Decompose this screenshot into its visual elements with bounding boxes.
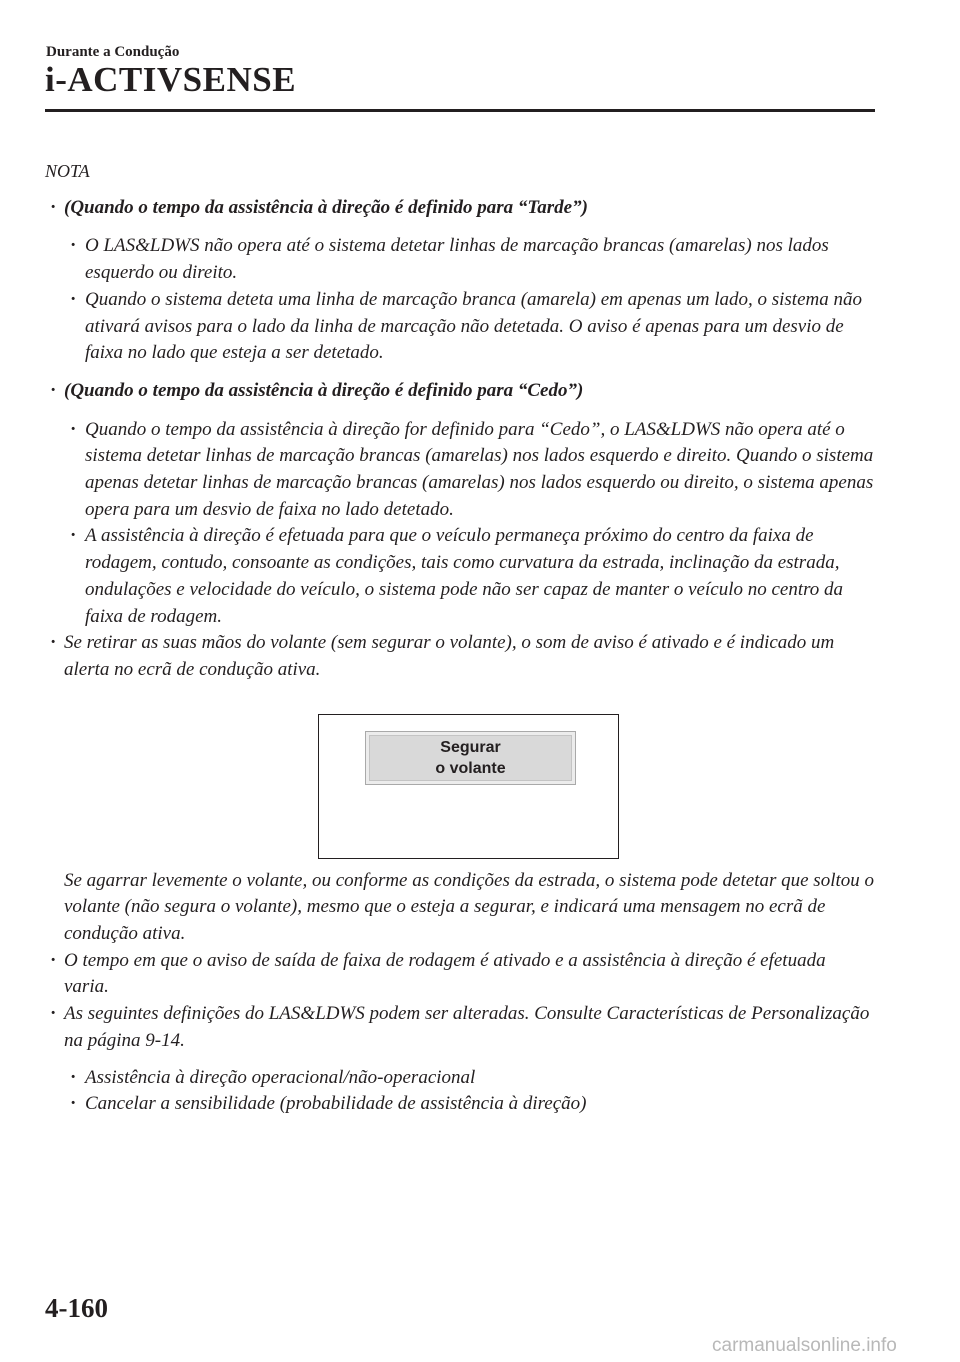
- section-label: Durante a Condução: [46, 44, 180, 60]
- page-number: 4-160: [45, 1293, 108, 1323]
- early-timing-header: · (Quando o tempo da assistência à direção é definido para “Cedo”): [45, 378, 875, 405]
- figure-container: [45, 684, 875, 868]
- settings-list: [45, 1065, 875, 1118]
- list-item: · O LAS&LDWS não opera até o sistema detetar linhas de marcação brancas (amarelas) nos lados esquerdo ou direito.: [45, 233, 875, 286]
- message-line-2: o volante: [435, 759, 506, 777]
- note-body: [45, 158, 875, 1118]
- settings-intro: · As seguintes definições do LAS&LDWS podem ser alteradas. Consulte Características de Personalização na página 9-14.: [45, 1001, 875, 1054]
- list-item: · Cancelar a sensibilidade (probabilidade de assistência à direção): [45, 1091, 875, 1118]
- message-line-1: Segurar: [440, 738, 501, 756]
- note-title: NOTA: [45, 161, 90, 181]
- chapter-title: i-ACTIVSENSE: [45, 60, 297, 99]
- hands-off-warning: · Se retirar as suas mãos do volante (sem segurar o volante), o som de aviso é ativado e é indicado um alerta no ecrã de condução ativa.: [45, 630, 875, 683]
- hands-off-followup: Se agarrar levemente o volante, ou conforme as condições da estrada, o sistema pode detetar que soltou o volante (não segura o volante), mesmo que o esteja a segurar, e indicará uma mensagem no ecrã de condução ativa.: [64, 869, 874, 945]
- hold-wheel-message: [366, 732, 575, 784]
- header-rule: [45, 109, 875, 112]
- list-item: · Quando o sistema deteta uma linha de marcação branca (amarela) em apenas um lado, o sistema não ativará avisos para o lado da linha de marcação não detetada. O aviso é apenas para um desvio de faixa no lado que esteja a ser detetado.: [45, 287, 875, 367]
- display-illustration: [318, 714, 619, 859]
- timing-varies: · O tempo em que o aviso de saída de faixa de rodagem é ativado e a assistência à direção é efetuada varia.: [45, 948, 875, 1001]
- list-item: · Quando o tempo da assistência à direção for definido para “Cedo”, o LAS&LDWS não opera até o sistema detetar linhas de marcação brancas (amarelas) nos lados esquerdo e direito. Quando o sistema apenas detetar linhas de marcação brancas (amarelas) nos lados esquerdo ou direito, o sistema apenas opera para um desvio de faixa no lado detetado.: [45, 417, 875, 524]
- late-timing-header: · (Quando o tempo da assistência à direção é definido para “Tarde”): [45, 195, 875, 222]
- list-item: · A assistência à direção é efetuada para que o veículo permaneça próximo do centro da faixa de rodagem, contudo, consoante as condições, tais como curvatura da estrada, inclinação da estrada, ondulações e velocidade do veículo, o sistema pode não ser capaz de manter o veículo no centro da faixa de rodagem.: [45, 523, 875, 630]
- list-item: · Assistência à direção operacional/não-operacional: [45, 1065, 875, 1092]
- watermark: carmanualsonline.info: [712, 1335, 897, 1356]
